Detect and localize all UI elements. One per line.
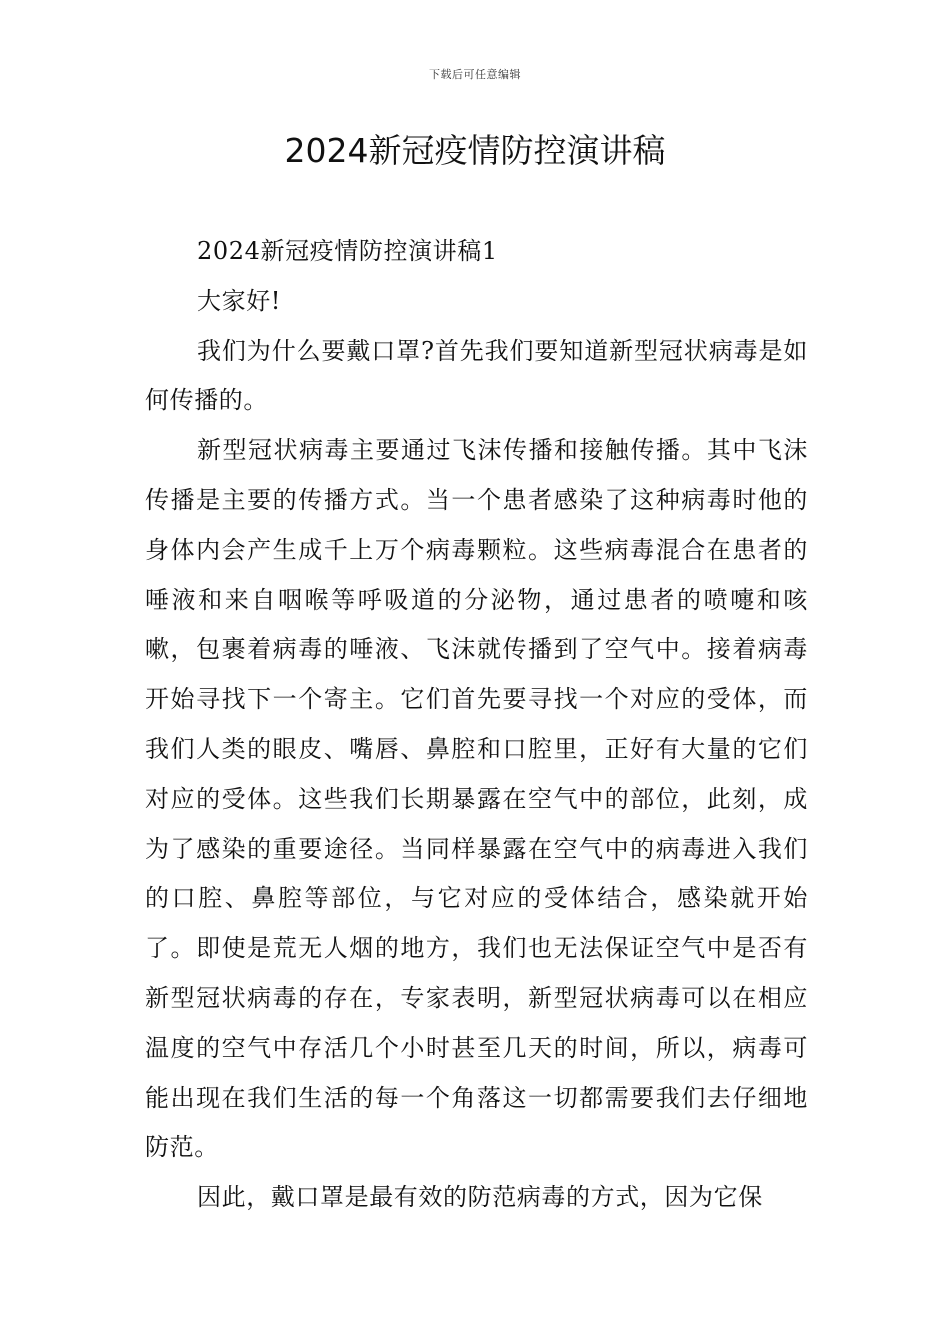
body-paragraph: 因此，戴口罩是最有效的防范病毒的方式，因为它保 <box>197 1183 763 1212</box>
body-paragraph: 我们为什么要戴口罩?首先我们要知道新型冠状病毒是如何传播的。 <box>145 336 808 415</box>
greeting-paragraph: 大家好! <box>197 286 282 315</box>
document-title: 2024新冠疫情防控演讲稿 <box>284 131 666 170</box>
header-note: 下载后可任意编辑 <box>429 68 521 81</box>
section-heading: 2024新冠疫情防控演讲稿1 <box>197 237 498 265</box>
body-paragraph: 新型冠状病毒主要通过飞沫传播和接触传播。其中飞沫传播是主要的传播方式。当一个患者感染了这种病毒时他的身体内会产生成千上万个病毒颗粒。这些病毒混合在患者的唾液和来自咽喉等呼吸道的分泌物，通过患者的喷嚏和咳嗽，包裹着病毒的唾液、飞沫就传播到了空气中。接着病毒开始寻找下一个寄主。它们首先要寻找一个对应的受体，而我们人类的眼皮、嘴唇、鼻腔和口腔里，正好有大量的它们对应的受体。这些我们长期暴露在空气中的部位，此刻，成为了感染的重要途径。当同样暴露在空气中的病毒进入我们的口腔、鼻腔等部位，与它对应的受体结合，感染就开始了。即使是荒无人烟的地方，我们也无法保证空气中是否有新型冠状病毒的存在，专家表明，新型冠状病毒可以在相应温度的空气中存活几个小时甚至几天的时间，所以，病毒可能出现在我们生活的每一个角落这一切都需要我们去仔细地防范。 <box>145 436 808 1162</box>
document-body <box>145 227 808 1223</box>
